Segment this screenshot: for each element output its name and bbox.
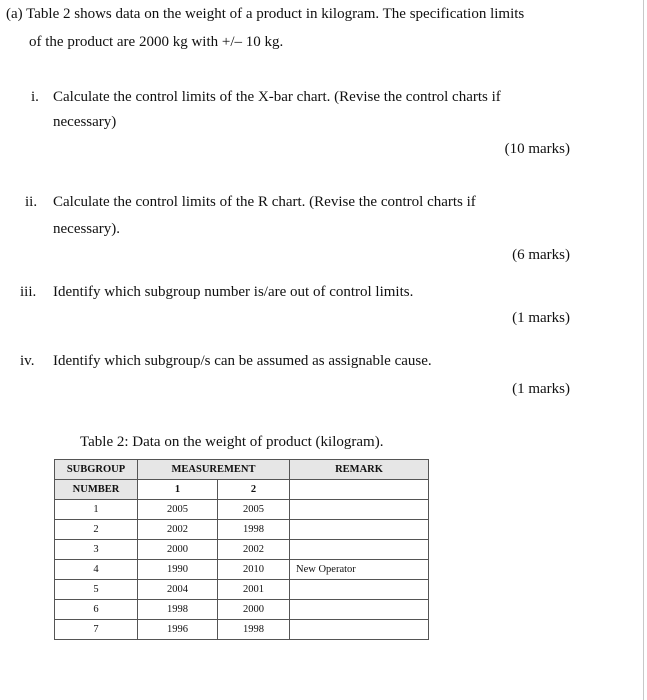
cell-remark xyxy=(290,600,429,620)
cell-subgroup: 6 xyxy=(55,600,138,620)
question-i-line-2: necessary) xyxy=(53,114,117,130)
header-subgroup: SUBGROUP xyxy=(55,460,138,480)
question-ii-line-1: Calculate the control limits of the R chart. (Revise the control charts if xyxy=(53,194,476,210)
cell-measurement-1: 2000 xyxy=(138,540,218,560)
table-row xyxy=(55,580,429,600)
intro-line-1: (a) Table 2 shows data on the weight of a product in kilogram. The specification limits xyxy=(6,6,525,22)
cell-remark xyxy=(290,620,429,640)
table-row xyxy=(55,500,429,520)
question-ii-line-2: necessary). xyxy=(53,221,121,237)
cell-measurement-1: 1998 xyxy=(138,600,218,620)
table-row xyxy=(55,600,429,620)
question-iii-number: iii. xyxy=(20,284,37,300)
question-ii-number: ii. xyxy=(25,194,38,210)
question-iii-line-1: Identify which subgroup number is/are out of control limits. xyxy=(53,284,414,300)
cell-remark xyxy=(290,580,429,600)
question-i-line-1: Calculate the control limits of the X-bar chart. (Revise the control charts if xyxy=(53,89,501,105)
page-right-border xyxy=(643,0,644,700)
weight-data-table xyxy=(54,459,429,640)
question-iii-marks: (1 marks) xyxy=(512,310,570,326)
cell-subgroup: 1 xyxy=(55,500,138,520)
cell-remark: New Operator xyxy=(290,560,429,580)
header-measurement-1: 1 xyxy=(138,480,218,500)
cell-measurement-1: 2004 xyxy=(138,580,218,600)
cell-remark xyxy=(290,540,429,560)
cell-remark xyxy=(290,500,429,520)
cell-measurement-2: 2005 xyxy=(218,500,290,520)
question-i-marks: (10 marks) xyxy=(504,141,570,157)
intro-line-2: of the product are 2000 kg with +/– 10 kg. xyxy=(29,34,284,50)
cell-measurement-2: 2010 xyxy=(218,560,290,580)
cell-measurement-2: 2001 xyxy=(218,580,290,600)
question-ii-marks: (6 marks) xyxy=(512,247,570,263)
cell-measurement-1: 1996 xyxy=(138,620,218,640)
cell-remark xyxy=(290,520,429,540)
cell-subgroup: 7 xyxy=(55,620,138,640)
table-row xyxy=(55,560,429,580)
question-i-number: i. xyxy=(31,89,39,105)
cell-measurement-1: 1990 xyxy=(138,560,218,580)
table-subheader-row xyxy=(55,480,429,500)
question-iv-number: iv. xyxy=(20,353,35,369)
cell-measurement-1: 2002 xyxy=(138,520,218,540)
header-number: NUMBER xyxy=(55,480,138,500)
cell-measurement-2: 1998 xyxy=(218,520,290,540)
cell-measurement-2: 2002 xyxy=(218,540,290,560)
cell-measurement-2: 1998 xyxy=(218,620,290,640)
header-measurement: MEASUREMENT xyxy=(138,460,290,480)
table-header-row xyxy=(55,460,429,480)
question-iv-line-1: Identify which subgroup/s can be assumed as assignable cause. xyxy=(53,353,432,369)
table-caption: Table 2: Data on the weight of product (kilogram). xyxy=(80,434,384,450)
table-row xyxy=(55,620,429,640)
header-measurement-2: 2 xyxy=(218,480,290,500)
table-row xyxy=(55,520,429,540)
question-iv-marks: (1 marks) xyxy=(512,381,570,397)
cell-subgroup: 4 xyxy=(55,560,138,580)
header-remark-blank xyxy=(290,480,429,500)
cell-subgroup: 3 xyxy=(55,540,138,560)
cell-subgroup: 5 xyxy=(55,580,138,600)
table-row xyxy=(55,540,429,560)
cell-measurement-1: 2005 xyxy=(138,500,218,520)
header-remark: REMARK xyxy=(290,460,429,480)
cell-measurement-2: 2000 xyxy=(218,600,290,620)
cell-subgroup: 2 xyxy=(55,520,138,540)
